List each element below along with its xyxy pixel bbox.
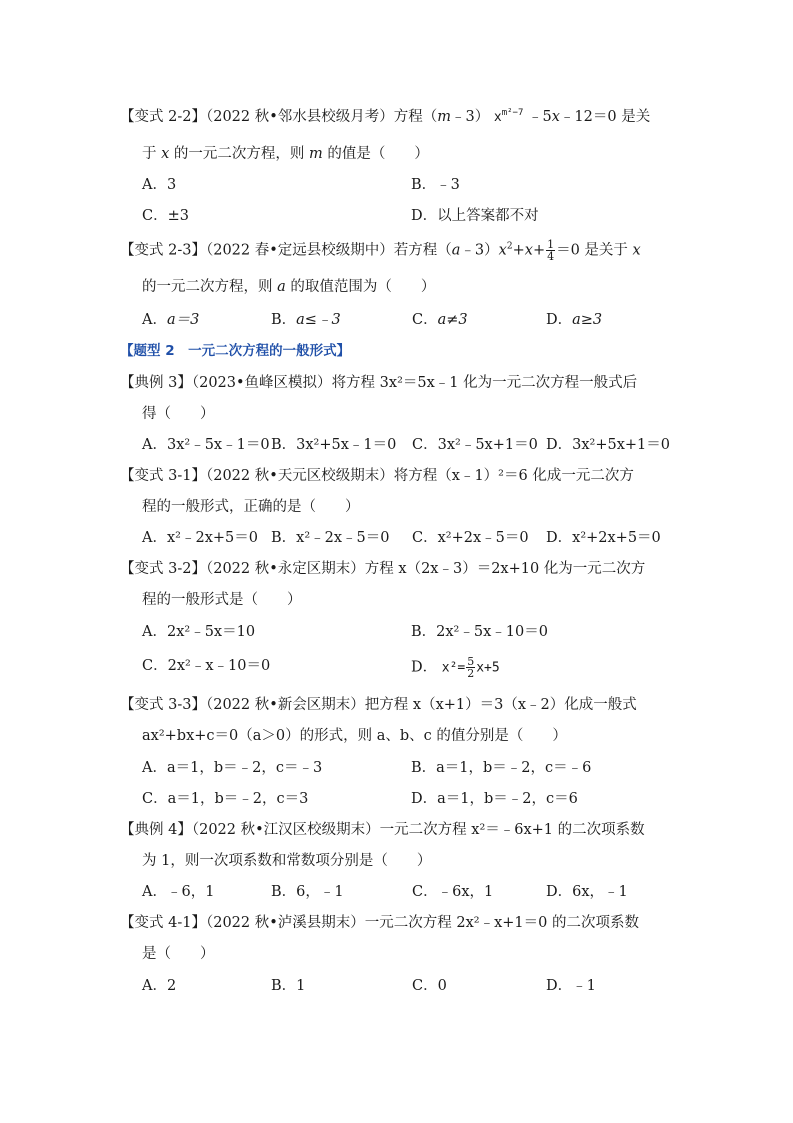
question-tag: 【变式 3-2】	[120, 561, 206, 577]
q33-line1: 【变式 3-3】（2022 秋•新会区期末）把方程 x（x+1）＝3（x﹣2）化成一般式	[120, 697, 637, 713]
q22-line1: 【变式 2-2】（2022 秋•邻水县校级月考）方程（m﹣3） $x^{m^2-7}$ ﹣5x﹣12＝0 是关	[120, 108, 651, 125]
q32-option-b: B．2x²﹣5x﹣10＝0	[411, 624, 548, 640]
question-tag: 【变式 2-3】	[120, 242, 206, 259]
question-tag: 【变式 2-2】	[120, 109, 206, 125]
q22-option-a: A．3	[142, 177, 177, 193]
q23-option-c: C．a≠3	[412, 312, 468, 328]
q41-option-b: B．1	[271, 978, 306, 994]
q41-option-c: C．0	[412, 978, 447, 994]
section-title: 【题型 2 一元二次方程的一般形式】	[120, 343, 351, 359]
e3-option-a: A．3x²﹣5x﹣1＝0	[142, 437, 270, 453]
q22-option-c: C．±3	[142, 208, 189, 224]
q31-option-b: B．x²﹣2x﹣5＝0	[271, 530, 390, 546]
q23-option-a: A．a＝3	[142, 312, 200, 328]
question-tag: 【变式 4-1】	[120, 915, 206, 931]
q32-option-c: C．2x²﹣x﹣10＝0	[142, 658, 271, 674]
question-source: （2022 秋•新会区期末）	[205, 697, 365, 713]
q41-option-a: A．2	[142, 978, 177, 994]
question-source: （2022 秋•天元区校级期末）	[205, 468, 394, 484]
q23-option-d: D．a≥3	[546, 312, 603, 328]
question-source: （2023•鱼峰区模拟）	[191, 375, 332, 391]
e4-line1: 【典例 4】（2022 秋•江汉区校级期末）一元二次方程 x²＝﹣6x+1 的二次项系数	[120, 822, 645, 838]
question-tag: 【典例 4】	[120, 822, 192, 838]
question-source: （2022 秋•泸溪县期末）	[205, 915, 365, 931]
q32-line2: 程的一般形式是（ ）	[142, 592, 302, 608]
q32-option-d: D． x²= $\frac{5}{2}$ x+5	[411, 655, 500, 680]
e3-line2: 得（ ）	[142, 406, 215, 422]
q32-line1: 【变式 3-2】（2022 秋•永定区期末）方程 x（2x﹣3）＝2x+10 化为一元二次方	[120, 561, 646, 577]
fraction: $\frac{5}{2}$	[467, 655, 475, 680]
q41-line1: 【变式 4-1】（2022 秋•泸溪县期末）一元二次方程 2x²﹣x+1＝0 的二次项系数	[120, 915, 639, 931]
question-tag: 【变式 3-1】	[120, 468, 206, 484]
question-source: （2022 秋•江汉区校级期末）	[191, 822, 380, 838]
q33-line2: ax²+bx+c＝0（a＞0）的形式，则 a、b、c 的值分别是（ ）	[142, 728, 567, 744]
e3-option-c: C．3x²﹣5x+1＝0	[412, 437, 538, 453]
q33-option-a: A．a＝1，b＝﹣2，c＝﹣3	[142, 760, 323, 776]
q33-option-d: D．a＝1，b＝﹣2，c＝6	[411, 791, 578, 807]
q33-option-b: B．a＝1，b＝﹣2，c＝﹣6	[411, 760, 592, 776]
q31-line2: 程的一般形式，正确的是（ ）	[142, 499, 360, 515]
q22-option-d: D．以上答案都不对	[411, 208, 539, 224]
question-tag: 【典例 3】	[120, 375, 192, 391]
q31-option-c: C．x²+2x﹣5＝0	[412, 530, 529, 546]
q41-line2: 是（ ）	[142, 946, 215, 962]
q23-option-b: B．a≤﹣3	[271, 312, 341, 328]
q32-option-a: A．2x²﹣5x＝10	[142, 624, 256, 640]
q33-option-c: C．a＝1，b＝﹣2，c＝3	[142, 791, 309, 807]
fraction: $\frac{1}{4}$	[547, 238, 555, 263]
e4-option-b: B．6，﹣1	[271, 884, 344, 900]
question-tag: 【变式 3-3】	[120, 697, 206, 713]
e4-option-d: D．6x，﹣1	[546, 884, 628, 900]
question-source: （2022 秋•邻水县校级月考）	[205, 109, 394, 125]
e4-option-a: A．﹣6，1	[142, 884, 215, 900]
q23-line1: 【变式 2-3】（2022 春•定远县校级期中）若方程$(a﹣3)x^2+x+$ $\frac{1}{4}$ ＝0 是关于 x	[120, 238, 641, 263]
q31-line1: 【变式 3-1】（2022 秋•天元区校级期末）将方程（x﹣1）²＝6 化成一元二次方	[120, 468, 634, 484]
e4-option-c: C．﹣6x，1	[412, 884, 494, 900]
power-expression: $x^{m^2-7}$	[493, 108, 524, 125]
e4-line2: 为 1，则一次项系数和常数项分别是（ ）	[142, 853, 432, 869]
q22-line2: 于 x 的一元二次方程，则 m 的值是（ ）	[142, 146, 429, 162]
q23-line2: 的一元二次方程，则 a 的取值范围为（ ）	[142, 279, 436, 295]
e3-line1: 【典例 3】（2023•鱼峰区模拟）将方程 3x²＝5x﹣1 化为一元二次方程一般式后	[120, 375, 638, 391]
e3-option-d: D．3x²+5x+1＝0	[546, 437, 671, 453]
question-source: （2022 春•定远县校级期中）	[205, 242, 394, 259]
e3-option-b: B．3x²+5x﹣1＝0	[271, 437, 397, 453]
question-source: （2022 秋•永定区期末）	[205, 561, 365, 577]
q41-option-d: D．﹣1	[546, 978, 596, 994]
q31-option-d: D．x²+2x+5＝0	[546, 530, 661, 546]
q22-option-b: B．﹣3	[411, 177, 460, 193]
q31-option-a: A．x²﹣2x+5＝0	[142, 530, 258, 546]
